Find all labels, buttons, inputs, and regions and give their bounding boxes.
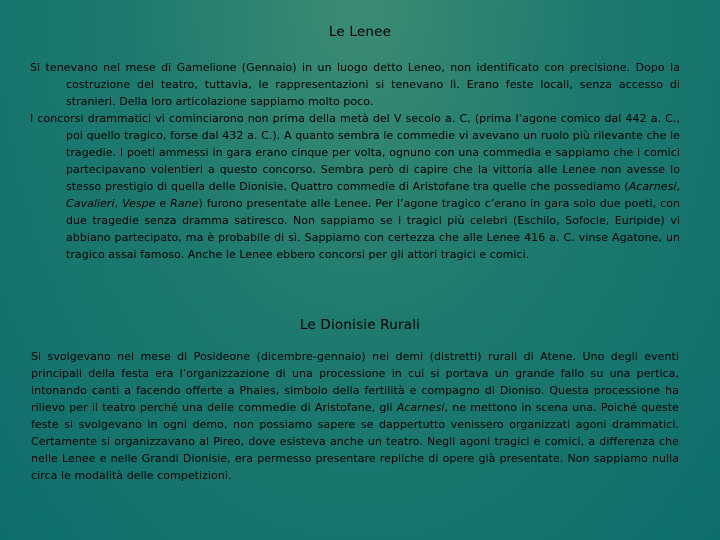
text-run: , ne mettono in scena una. Poiché queste feste si svolgevano in ogni demo, non possiamo sapere se dappertutto venissero organizzati agoni drammatici. Certamente si organizzavano al Pireo, dove esisteva anche un teatro. Negli agoni tragici e comici, a differenza che nelle Lenee e nelle Grandi Dionisie, era permesso presentare repliche di opere già presentate. Non sappiamo nulla circa le modalità delle competizioni.	[31, 401, 679, 482]
text-run: Si svolgevano nel mese di Posideone (dicembre-gennaio) nei demi (distretti) rurali di Atene. Uno degli eventi principali della festa era l’organizzazione di una processione in cui si portava un grande fallo su una pertica, intonando canti a facendo offerte a Phales, simbolo della fertilità e compagno di Dioniso. Questa processione ha rilievo per il teatro perché una delle commedie di Aristofane, gli	[31, 350, 679, 414]
dionisie-rurali-title: Le Dionisie Rurali	[299, 317, 421, 333]
text-run: e	[155, 197, 171, 210]
text-run: ,	[114, 197, 123, 210]
lenee-paragraph-1: Si tenevano nel mese di Gamelione (Gennaio) in un luogo detto Leneo, non identificato con precisione. Dopo la costruzione del teatro, tuttavia, le rappresentazioni si tenevano lì. Erano feste locali, senza accesso di stranieri. Della loro articolazione sappiamo molto poco.	[30, 61, 680, 108]
lenee-paragraph-2	[30, 110, 680, 263]
italic-play-title: Cavalieri	[66, 197, 115, 210]
italic-play-title: Acarnesi	[396, 401, 445, 414]
lenee-title: Le Lenee	[328, 24, 392, 40]
dionisie-rurali-paragraph	[31, 348, 679, 484]
text-run: ,	[676, 180, 680, 193]
italic-play-title: Rane	[170, 197, 199, 210]
text-run: I concorsi drammatici vi cominciarono non prima della metà del V secolo a. C, (prima l’agone comico dal 442 a. C., poi quello tragico, forse dal 432 a. C.). A quanto sembra le commedie vi avevano un ruolo più rilevante che le tragedie. I poeti ammessi in gara erano cinque per volta, ognuno con una commedia e sappiamo che i comici partecipavano volentieri a questo concorso. Sembra però di capire che la vittoria alle Lenee non avesse lo stesso prestigio di quella delle Dionisie. Quattro commedie di Aristofane tra quelle che possediamo (	[30, 112, 680, 193]
italic-play-title: Acarnesi	[628, 180, 677, 193]
text-run: ) furono presentate alle Lenee. Per l’agone tragico c’erano in gara solo due poeti, con due tragedie senza dramma satiresco. Non sappiamo se i tragici più celebri (Eschilo, Sofocle, Euripide) vi abbiano partecipato, ma è probabile di sì. Sappiamo con certezza che alle Lenee 416 a. C. vinse Agatone, un tragico assai famoso. Anche le Lenee ebbero concorsi per gli attori tragici e comici.	[66, 197, 680, 261]
italic-play-title: Vespe	[122, 197, 156, 210]
